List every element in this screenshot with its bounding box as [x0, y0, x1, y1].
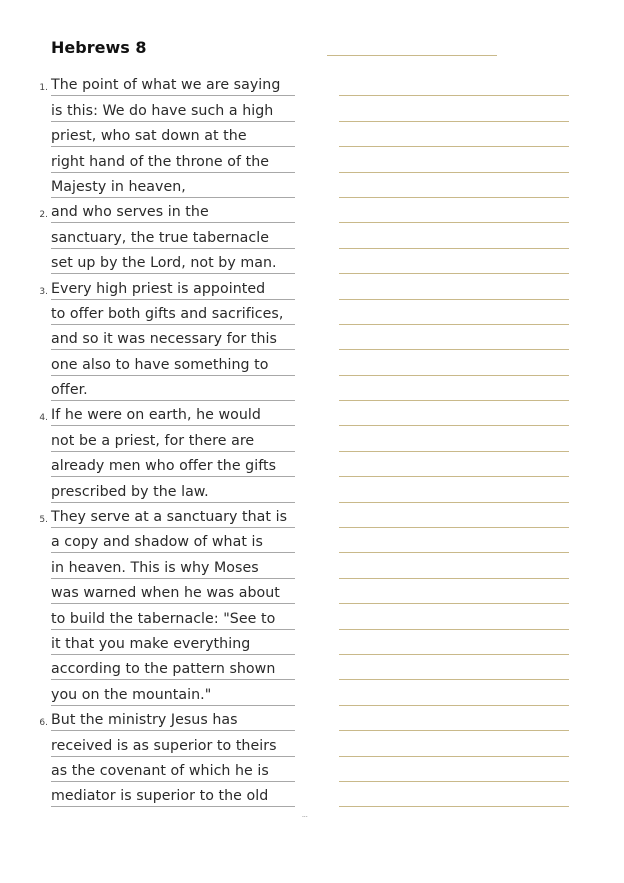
- verse-line: [0, 274, 624, 299]
- verse-line: [0, 426, 624, 451]
- verse-line: [0, 503, 624, 528]
- verse-text: Every high priest is appointed: [51, 281, 295, 300]
- verse-number: 3.: [39, 286, 48, 297]
- verse-text: you on the mountain.": [51, 687, 295, 706]
- verse-line: [0, 630, 624, 655]
- verse-text: offer.: [51, 382, 295, 401]
- verse-text: priest, who sat down at the: [51, 128, 295, 147]
- verse-text: a copy and shadow of what is: [51, 534, 295, 553]
- verse-text: is this: We do have such a high: [51, 103, 295, 122]
- verse-number: 4.: [39, 413, 48, 424]
- verse-text: They serve at a sanctuary that is: [51, 509, 295, 528]
- verse-line: [0, 655, 624, 680]
- page-title: Hebrews 8: [51, 38, 147, 57]
- verse-line: [0, 706, 624, 731]
- verse-text: The point of what we are saying: [51, 77, 295, 96]
- verse-text: as the covenant of which he is: [51, 763, 295, 782]
- verse-text: prescribed by the law.: [51, 484, 295, 503]
- verse-line: [0, 198, 624, 223]
- verse-line: [0, 300, 624, 325]
- verse-text: Majesty in heaven,: [51, 179, 295, 198]
- verse-text: one also to have something to: [51, 357, 295, 376]
- verse-line: [0, 350, 624, 375]
- verse-text: to build the tabernacle: "See to: [51, 611, 295, 630]
- verse-number: 6.: [39, 718, 48, 729]
- verse-text: right hand of the throne of the: [51, 154, 295, 173]
- verse-number: 1.: [39, 83, 48, 94]
- verse-number: 2.: [39, 210, 48, 221]
- verse-line: [0, 223, 624, 248]
- verse-number: 5.: [39, 515, 48, 526]
- verse-line: [0, 680, 624, 705]
- verse-line: [0, 579, 624, 604]
- verse-text: But the ministry Jesus has: [51, 712, 295, 731]
- verse-line: [0, 376, 624, 401]
- verse-line: [0, 604, 624, 629]
- verse-line: [0, 477, 624, 502]
- verse-line: [0, 757, 624, 782]
- verse-line: [0, 173, 624, 198]
- copy-write-line[interactable]: [339, 806, 569, 807]
- verse-text: set up by the Lord, not by man.: [51, 255, 295, 274]
- verse-text: to offer both gifts and sacrifices,: [51, 306, 295, 325]
- verse-line: [0, 122, 624, 147]
- heading-write-line[interactable]: [327, 55, 497, 56]
- verse-text: in heaven. This is why Moses: [51, 560, 295, 579]
- verse-text: not be a priest, for there are: [51, 433, 295, 452]
- verse-text: it that you make everything: [51, 636, 295, 655]
- verse-line: [0, 249, 624, 274]
- verse-text: already men who offer the gifts: [51, 458, 295, 477]
- verse-line: [0, 452, 624, 477]
- verse-line: [0, 71, 624, 96]
- verse-text: received is as superior to theirs: [51, 738, 295, 757]
- verse-line: [0, 731, 624, 756]
- verse-line: [0, 147, 624, 172]
- verse-text: and who serves in the: [51, 204, 295, 223]
- verse-text: sanctuary, the true tabernacle: [51, 230, 295, 249]
- page-number-mark: ···: [302, 814, 308, 821]
- verse-text: was warned when he was about: [51, 585, 295, 604]
- verse-line: [0, 325, 624, 350]
- verse-text: and so it was necessary for this: [51, 331, 295, 350]
- verse-line: [0, 528, 624, 553]
- verse-line: [0, 553, 624, 578]
- verse-line: [0, 401, 624, 426]
- verse-text: mediator is superior to the old: [51, 788, 295, 807]
- verse-lines: [0, 71, 624, 807]
- verse-line: [0, 96, 624, 121]
- verse-text: according to the pattern shown: [51, 661, 295, 680]
- verse-line: [0, 782, 624, 807]
- verse-text: If he were on earth, he would: [51, 407, 295, 426]
